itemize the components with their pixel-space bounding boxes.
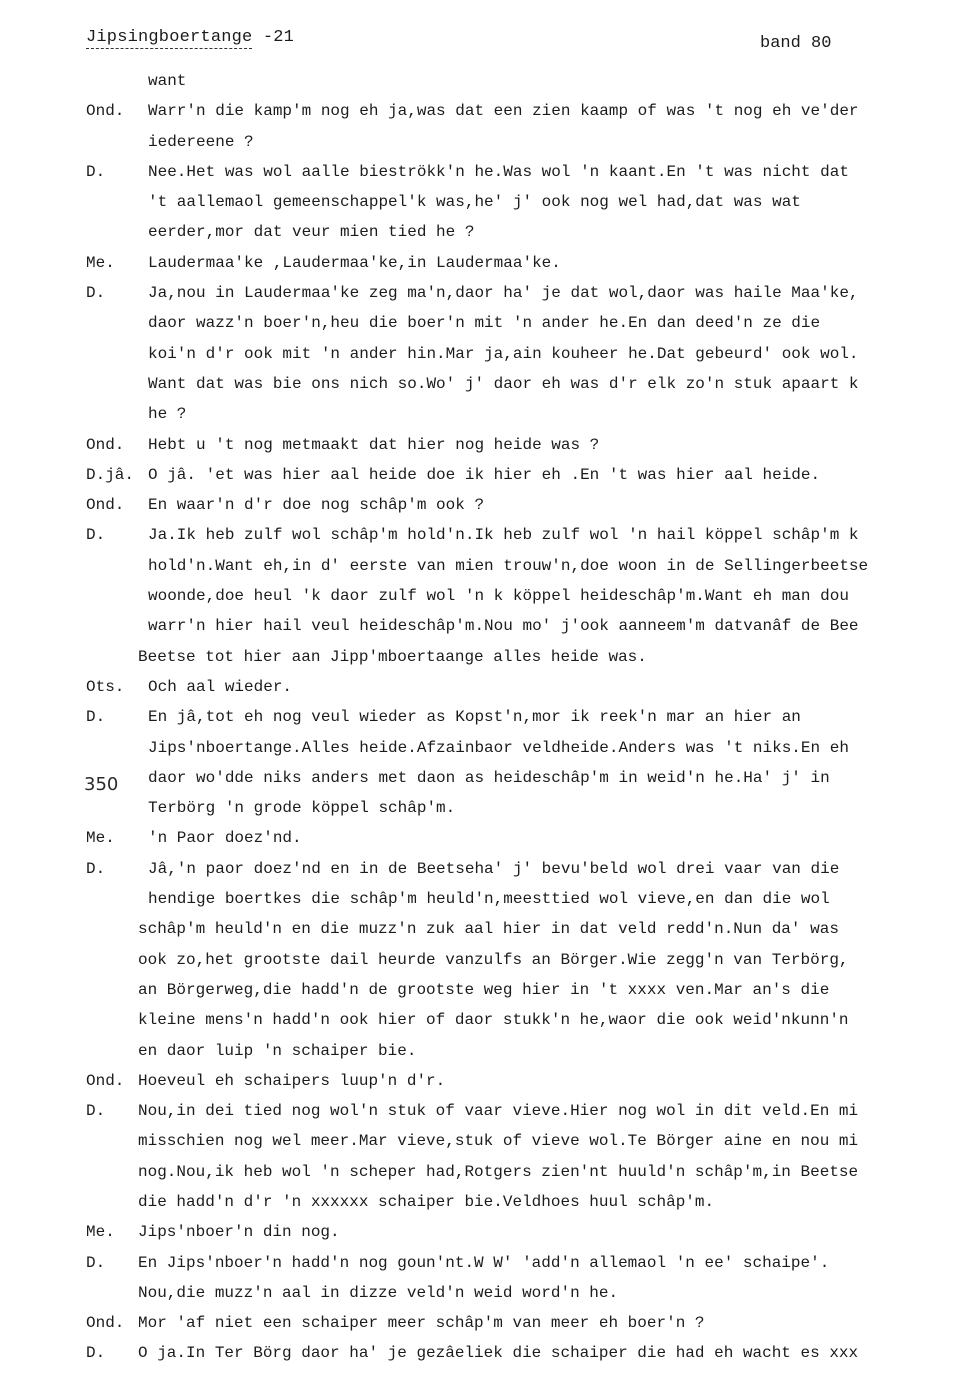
transcript-entry — [0, 66, 979, 96]
transcript-entry — [0, 278, 979, 429]
speaker-label: Me. — [86, 253, 115, 272]
utterance-text: want — [148, 72, 187, 90]
speaker-label: D. — [86, 162, 106, 181]
transcript-entry — [0, 430, 979, 460]
margin-counter-number: 350 — [84, 774, 119, 795]
utterance-text: Laudermaa'ke ,Laudermaa'ke,in Laudermaa'ke. — [148, 253, 561, 272]
utterance-text: Nou,in dei tied nog wol'n stuk of vaar vieve.Hier nog wol in dit veld.En mi misschien nog wel meer.Mar vieve,stuk of vieve wol.Te Börger aine en nou mi nog.Nou,ik heb wol 'n scheper had,Rotgers zien'nt huuld'n schâp'm,in Beetse die hadd'n d'r 'n xxxxxx schaiper bie.Veldhoes huul schâp'm. — [138, 1102, 859, 1211]
utterance-text: Warr'n die kamp'm nog eh ja,was dat een zien kaamp of was 't nog eh ve'der iedereene ? — [148, 102, 859, 151]
transcript-entry — [0, 96, 979, 157]
utterance-text: En waar'n d'r doe nog schâp'm ook ? — [148, 496, 485, 515]
transcript-entry — [0, 248, 979, 278]
transcript-entry — [0, 702, 979, 823]
speaker-label: D. — [86, 1253, 106, 1272]
transcript-entry — [0, 1066, 979, 1096]
transcript — [0, 66, 979, 1369]
speaker-label: Me. — [86, 829, 115, 848]
utterance-text: Jâ,'n paor doez'nd en in de Beetseha' j' bevu'beld wol drei vaar van die hendige boertkes die schâp'm heuld'n,meesttied wol vieve,en dan die wol — [148, 859, 840, 909]
transcript-entry — [0, 823, 979, 853]
utterance-text: Och aal wieder. — [148, 677, 293, 696]
transcript-entry — [0, 1096, 979, 1217]
utterance-text: En jâ,tot eh nog veul wieder as Kopst'n,mor ik reek'n mar an hier an Jips'nboertange.Alles heide.Afzainbaor veldheide.Anders was 't niks.En eh daor wo'dde niks anders met daon as heideschâp'm in weid'n he.Ha' j' in Terbörg 'n grode köppel schâp'm. — [148, 708, 849, 818]
transcript-entry — [0, 1308, 979, 1338]
transcript-entry — [0, 520, 979, 641]
speaker-label: D. — [86, 1344, 106, 1363]
transcript-entry — [0, 642, 979, 672]
utterance-text: schâp'm heuld'n en die muzz'n zuk aal hier in dat veld redd'n.Nun da' was ook zo,het grootste dail heurde vanzulfs an Börger.Wie zegg'n van Terbörg, an Börgerweg,die hadd'n de grootste weg hier in 't xxxx ven.Mar an's die kleine mens'n hadd'n ook hier of daor stukk'n he,waor die ook weid'nkunn'n en daor luip 'n schaiper bie. — [138, 920, 849, 1060]
utterance-text: Ja.Ik heb zulf wol schâp'm hold'n.Ik heb zulf wol 'n hail köppel schâp'm k hold'n.Want eh,in d' eerste van mien trouw'n,doe woon in de Sellingerbeetse woonde,doe heul 'k daor zulf wol 'n k köppel heideschâp'm.Want eh man dou warr'n hier hail veul heideschâp'm.Nou mo' j'ook aanneem'm datvanâf de Bee — [148, 526, 869, 636]
speaker-label: Me. — [86, 1223, 115, 1242]
transcript-entry — [0, 854, 979, 915]
speaker-label: D.jâ. — [86, 465, 135, 484]
transcript-entry — [0, 1338, 979, 1368]
utterance-text: Hoeveul eh schaipers luup'n d'r. — [138, 1071, 446, 1090]
speaker-label: Ond. — [86, 102, 125, 121]
page-number: -21 — [262, 28, 295, 47]
utterance-text: Mor 'af niet een schaiper meer schâp'm van meer eh boer'n ? — [138, 1314, 705, 1333]
speaker-label: Ond. — [86, 1071, 125, 1090]
utterance-text: Ja,nou in Laudermaa'ke zeg ma'n,daor ha' je dat wol,daor was haile Maa'ke, daor wazz'n boer'n,heu die boer'n mit 'n ander he.En dan deed'n ze die koi'n d'r ook mit 'n ander hin.Mar ja,ain kouheer he.Dat gebeurd' ook wol. Want dat was bie ons nich so.Wo' j' daor eh was d'r elk zo'n stuk apaart k he ? — [148, 284, 859, 424]
speaker-label: Ond. — [86, 435, 125, 454]
utterance-text: Hebt u 't nog metmaakt dat hier nog heide was ? — [148, 435, 600, 454]
utterance-text: Jips'nboer'n din nog. — [138, 1223, 340, 1242]
speaker-label: D. — [86, 1102, 106, 1121]
transcript-entry — [0, 672, 979, 702]
utterance-text: 'n Paor doez'nd. — [148, 829, 302, 848]
speaker-label: Ots. — [86, 677, 125, 696]
band-label: band 80 — [760, 34, 832, 53]
transcript-entry — [0, 1217, 979, 1247]
speaker-label: D. — [86, 526, 106, 545]
utterance-text: Nee.Het was wol aalle bieströkk'n he.Was wol 'n kaant.En 't was nicht dat 't aallemaol gemeenschappel'k was,he' j' ook nog wel had,dat was wat eerder,mor dat veur mien tied he ? — [148, 162, 849, 242]
document-title: Jipsingboertange — [86, 28, 253, 47]
utterance-text: En Jips'nboer'n hadd'n nog goun'nt.W W' 'add'n allemaol 'n ee' schaipe'. Nou,die muzz'n aal in dizze veld'n weid word'n he. — [138, 1253, 830, 1302]
utterance-text: O ja.In Ter Börg daor ha' je gezâeliek die schaiper die had eh wacht es xxx — [138, 1344, 859, 1363]
speaker-label: D. — [86, 284, 106, 303]
transcript-entry — [0, 157, 979, 248]
transcript-entry — [0, 914, 979, 1065]
transcript-entry — [0, 460, 979, 490]
utterance-text: Beetse tot hier aan Jipp'mboertaange alles heide was. — [138, 647, 647, 666]
speaker-label: Ond. — [86, 496, 125, 515]
speaker-label: Ond. — [86, 1314, 125, 1333]
speaker-label: D. — [86, 859, 106, 878]
transcript-entry — [0, 1248, 979, 1309]
page-header — [86, 28, 294, 47]
transcript-entry — [0, 490, 979, 520]
utterance-text: O jâ. 'et was hier aal heide doe ik hier eh .En 't was hier aal heide. — [148, 465, 821, 484]
speaker-label: D. — [86, 708, 106, 727]
